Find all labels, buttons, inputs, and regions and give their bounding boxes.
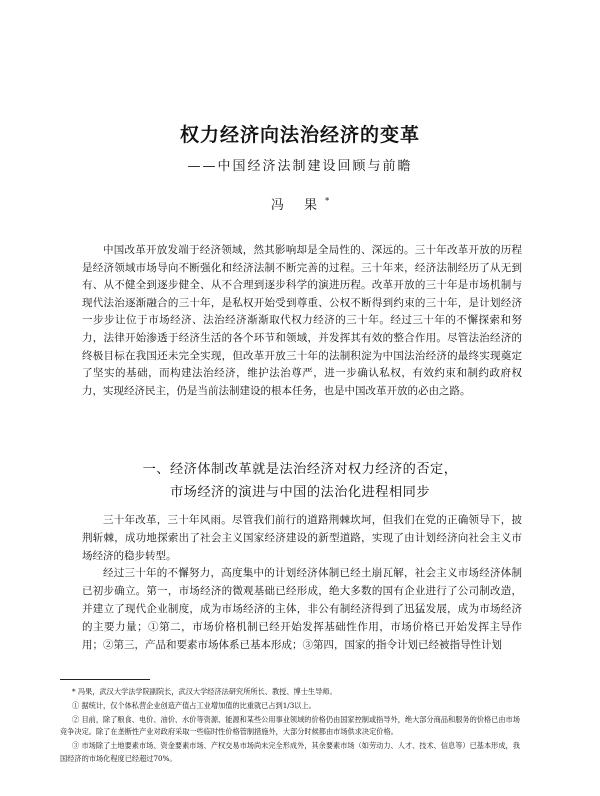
footnote-3: ③ 市场除了土地要素市场、资金要素市场、产权交易市场尚未完全形成外，其余要素市场（如劳动力、人才、技术、信息等）已基本形成，我国经济的市场化程度已经超过70%。 — [60, 741, 520, 763]
article-subtitle: ——中国经济法制建设回顾与前瞻 — [187, 159, 413, 174]
footnote-2: ② 目前，除了粮食、电价、油价、水价等资源、能源和某些公用事业领域的价格仍由国家控制或指导外，绝大部分商品和服务的价格已由市场竞争决定。除了在垄断性产业对政府采取一些临时性价格管制措施外，大部分时候都由市场供求决定价格。 — [60, 714, 520, 737]
abstract — [82, 242, 522, 400]
section-heading-line-2: 市场经济的演进与中国的法治化进程相同步 — [169, 485, 431, 500]
footnotes — [60, 686, 522, 767]
abstract-paragraph: 中国改革开放发端于经济领域，然其影响却是全局性的、深远的。三十年改革开放的历程是经济领域市场导向不断强化和经济法制不断完善的过程。三十年来，经济法制经历了从无到有、从不健全到逐步健全、从不合理到逐步科学的演进历程。改革开放的三十年是市场机制与现代法治逐渐融合的三十年，是私权开始受到尊重、公权不断得到约束的三十年，是计划经济一步步让位于市场经济、法治经济渐渐取代权力经济的三十年。经过三十年的不懈探索和努力，法律开始渗透于经济生活的各个环节和领域，并发挥其有效的整合作用。尽管法治经济的终极目标在我国还未完全实现，但改革开放三十年的法制积淀为中国法治经济的最终实现奠定了坚实的基础，而构建法治经济，维护法治尊严，进一步确认私权，有效约束和制约政府权力，实现经济民主，仍是当前法制建设的根本任务，也是中国改革开放的必由之路。 — [82, 244, 522, 397]
author-line — [0, 194, 600, 213]
footnote-author: * 冯果，武汉大学法学院副院长，武汉大学经济法研究所所长、教授、博士生导师。 — [72, 687, 337, 696]
author-footnote-mark: * — [325, 196, 330, 206]
author-name: 冯 果 — [270, 198, 326, 213]
section-heading — [60, 458, 540, 504]
footnote-1: ① 据统计，仅个体私营企业创造产值占工业增加值的比重就已占到1/3以上。 — [72, 700, 316, 710]
footnote-divider — [60, 679, 150, 680]
body-paragraph: 三十年改革，三十年风雨。尽管我们前行的道路荆棘坎坷，但我们在党的正确领导下，披荆斩棘，成功地探索出了社会主义国家经济建设的新型道路，实现了由计划经济向社会主义市场经济的稳步转型。 — [82, 514, 522, 562]
body-text — [82, 512, 522, 654]
section-heading-line-1: 一、经济体制改革就是法治经济对权力经济的否定， — [142, 462, 458, 477]
article-title: 权力经济向法治经济的变革 — [179, 124, 420, 146]
body-paragraph: 经过三十年的不懈努力，高度集中的计划经济体制已经土崩瓦解，社会主义市场经济体制已初步确立。第一，市场经济的微观基础已经形成，绝大多数的国有企业进行了公司制改造，并建立了现代企业制度，成为市场经济的主体，非公有制经济得到了迅猛发展，成为市场经济的主要力量；①第二，市场价格机制已经开始发挥基础性作用，市场价格已开始发挥主导作用；②第三，产品和要素市场体系已基本形成；③第四，国家的指令计划已经被指导性计划 — [82, 567, 522, 651]
